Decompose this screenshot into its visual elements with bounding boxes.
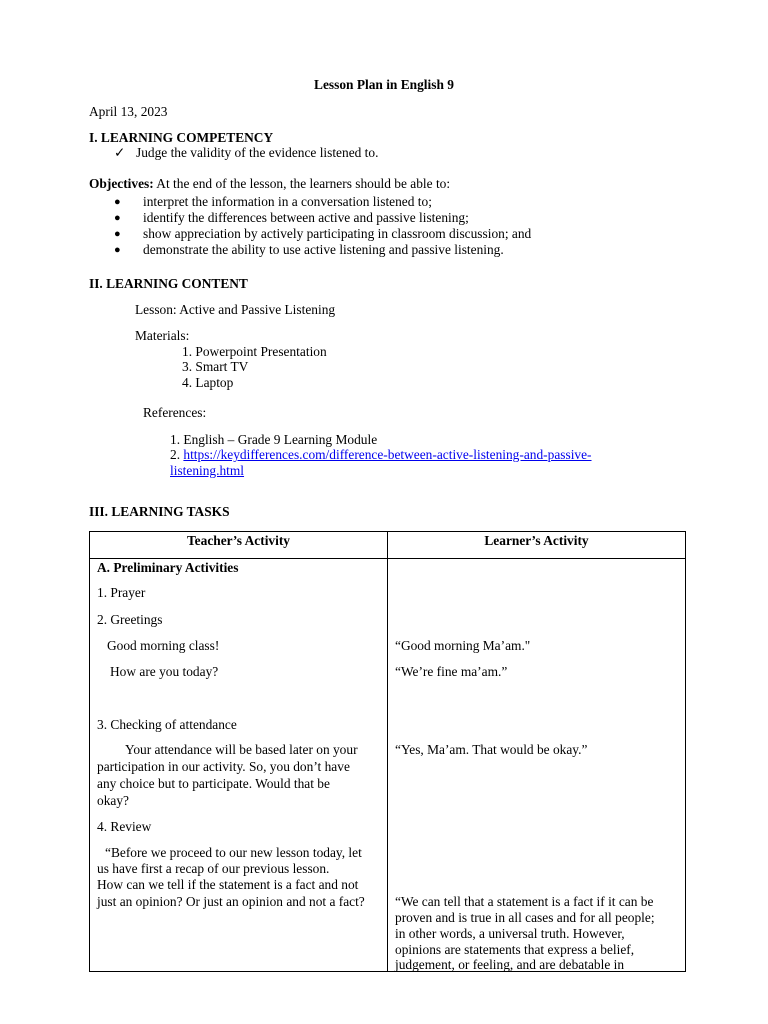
page-title: Lesson Plan in English 9: [314, 77, 454, 92]
references-label: References:: [143, 405, 207, 420]
content-heading: II. LEARNING CONTENT: [89, 276, 248, 291]
bullet-icon: ●: [114, 228, 121, 240]
prayer-item: 1. Prayer: [97, 585, 146, 600]
preliminary-heading: A. Preliminary Activities: [97, 560, 239, 575]
learner-fact-reply: opinions are statements that express a belief,: [395, 942, 635, 957]
review-text: “Before we proceed to our new lesson today, let: [105, 845, 362, 860]
learner-good-morning-reply: “Good morning Ma’am.": [395, 638, 531, 653]
teacher-column-header: Teacher’s Activity: [186, 533, 290, 548]
learner-okay-reply: “Yes, Ma’am. That would be okay.”: [395, 742, 588, 757]
learner-column-header: Learner’s Activity: [484, 533, 589, 548]
learning-tasks-table: [89, 531, 686, 972]
material-item: 3. Smart TV: [182, 359, 249, 374]
review-text: us have first a recap of our previous lesson.: [97, 861, 330, 876]
reference-item-link-line: [170, 447, 592, 463]
bullet-icon: ●: [114, 244, 121, 256]
teacher-good-morning: Good morning class!: [107, 638, 220, 653]
header-divider: [90, 558, 685, 559]
objective-item: show appreciation by actively participating in classroom discussion; and: [143, 226, 532, 241]
tasks-heading: III. LEARNING TASKS: [89, 504, 230, 519]
bullet-icon: ●: [114, 196, 121, 208]
objectives-label: Objectives:: [89, 176, 154, 191]
reference-link-continued[interactable]: listening.html: [170, 463, 245, 478]
learner-fact-reply: judgement, or feeling, and are debatable in: [395, 957, 625, 972]
greetings-item: 2. Greetings: [97, 612, 163, 627]
learner-fine-reply: “We’re fine ma’am.”: [395, 664, 508, 679]
review-text: just an opinion? Or just an opinion and not a fact?: [97, 894, 365, 909]
reference-item: 1. English – Grade 9 Learning Module: [170, 432, 378, 447]
objectives-intro: At the end of the lesson, the learners should be able to:: [153, 176, 451, 191]
objective-item: demonstrate the ability to use active listening and passive listening.: [143, 242, 504, 257]
objectives-intro-line: [89, 176, 450, 192]
reference-number: 2.: [170, 447, 184, 462]
attendance-text: any choice but to participate. Would that be: [97, 776, 330, 791]
column-divider: [387, 532, 388, 971]
learner-fact-reply: proven and is true in all cases and for all people;: [395, 910, 655, 925]
reference-link[interactable]: https://keydifferences.com/difference-between-active-listening-and-passive-: [183, 447, 592, 462]
attendance-text: okay?: [97, 793, 129, 808]
objective-item: identify the differences between active and passive listening;: [143, 210, 469, 225]
material-item: 4. Laptop: [182, 375, 234, 390]
lesson-date: April 13, 2023: [89, 104, 168, 119]
attendance-text: Your attendance will be based later on your: [125, 742, 358, 757]
competency-item: Judge the validity of the evidence listened to.: [136, 145, 379, 160]
attendance-item: 3. Checking of attendance: [97, 717, 237, 732]
teacher-how-are-you: How are you today?: [110, 664, 219, 679]
material-item: 1. Powerpoint Presentation: [182, 344, 327, 359]
learner-fact-reply: in other words, a universal truth. However,: [395, 926, 625, 941]
check-icon: ✓: [114, 145, 126, 160]
competency-heading: I. LEARNING COMPETENCY: [89, 130, 274, 145]
review-item: 4. Review: [97, 819, 152, 834]
attendance-text: participation in our activity. So, you don’t have: [97, 759, 350, 774]
lesson-topic: Lesson: Active and Passive Listening: [135, 302, 336, 317]
materials-label: Materials:: [135, 328, 190, 343]
review-text: How can we tell if the statement is a fact and not: [97, 877, 359, 892]
bullet-icon: ●: [114, 212, 121, 224]
objective-item: interpret the information in a conversation listened to;: [143, 194, 432, 209]
learner-fact-reply: “We can tell that a statement is a fact if it can be: [395, 894, 654, 909]
